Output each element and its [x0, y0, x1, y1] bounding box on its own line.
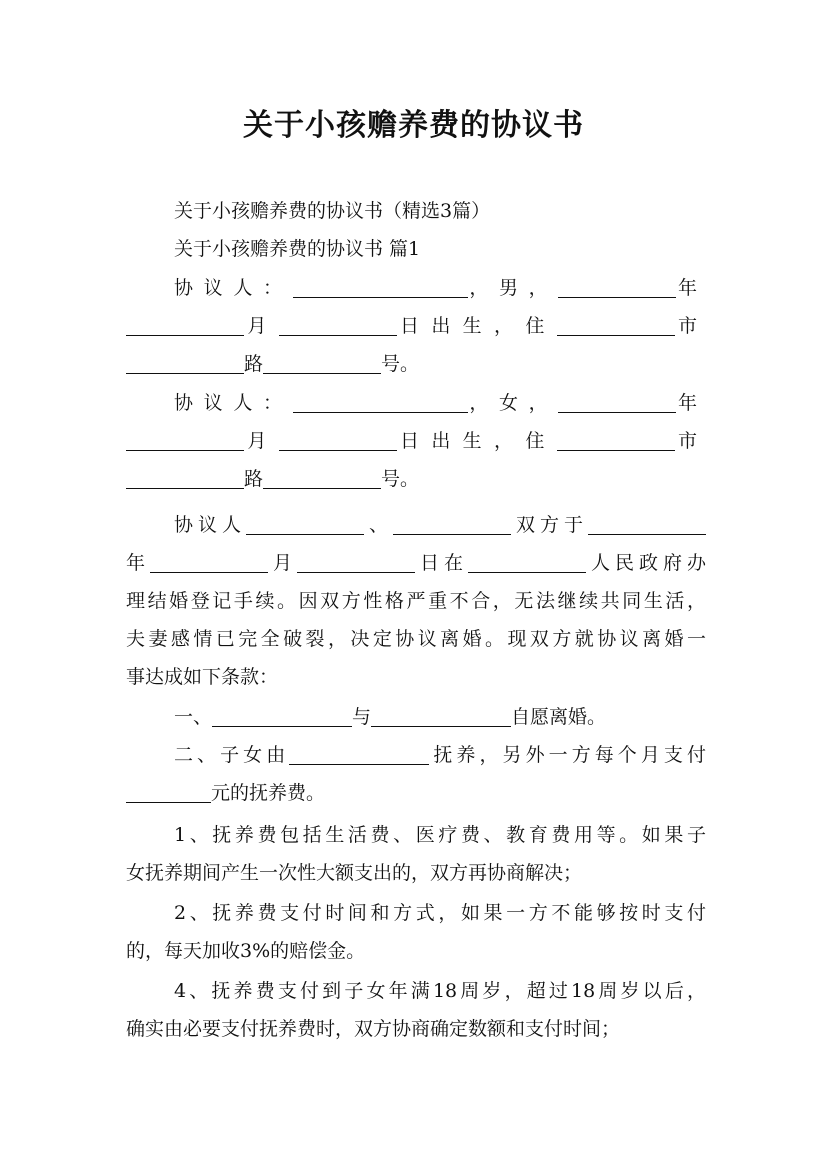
- marriage-day-blank: [297, 550, 415, 573]
- marriage-line4: 夫妻感情已完全破裂，决定协议离婚。现双方就协议离婚一: [126, 628, 706, 650]
- item1-line1: 1、抚养费包括生活费、医疗费、教育费用等。如果子: [174, 824, 706, 846]
- marriage-text: 日在: [415, 552, 468, 574]
- marriage-text: 协议人: [174, 514, 246, 536]
- party2-line1: [174, 384, 706, 422]
- party1-gender: ，男，: [467, 277, 559, 299]
- marriage-line2: [126, 544, 706, 582]
- marriage-text: 年: [126, 552, 150, 574]
- party1-road-blank: [126, 351, 244, 374]
- party1-city-label: 市: [674, 315, 706, 337]
- clause2-line2: [126, 774, 706, 812]
- party1-day-blank: [279, 313, 397, 336]
- party1-name-blank: [293, 275, 468, 298]
- item4-line1: 4、抚养费支付到子女年满18周岁，超过18周岁以后，: [174, 980, 706, 1002]
- party2-number-blank: [263, 466, 381, 489]
- clause1-party-a-blank: [212, 704, 352, 727]
- party2-road-label: 路: [244, 468, 264, 490]
- party2-line3: [126, 460, 706, 498]
- clause2-amount-blank: [126, 780, 211, 803]
- party2-line2: [126, 422, 706, 460]
- section-heading: 关于小孩赡养费的协议书 篇1: [174, 238, 421, 260]
- clause2-text: 抚养，另外一方每个月支付: [429, 744, 706, 766]
- party2-year2-blank: [126, 428, 244, 451]
- party1-road-label: 路: [244, 353, 264, 375]
- party1-line2: [126, 307, 706, 345]
- marriage-text: 、: [364, 514, 393, 536]
- party1-line3: [126, 345, 706, 383]
- marriage-place-blank: [468, 550, 586, 573]
- marriage-text: 双方于: [511, 514, 588, 536]
- party2-month-label: 月: [244, 430, 279, 452]
- party1-year-blank: [558, 275, 676, 298]
- party2-city-blank: [557, 428, 675, 451]
- party2-name-blank: [293, 390, 468, 413]
- intro-line: 关于小孩赡养费的协议书（精选3篇）: [174, 200, 491, 222]
- marriage-text: 人民政府办: [585, 552, 706, 574]
- party1-label: 协议人：: [174, 277, 293, 299]
- party1-number-blank: [263, 351, 381, 374]
- item4-line2: 确实由必要支付抚养费时，双方协商确定数额和支付时间；: [126, 1018, 621, 1040]
- marriage-line3: 理结婚登记手续。因双方性格严重不合，无法继续共同生活，: [126, 590, 706, 612]
- clause2-line1: [174, 736, 706, 774]
- clause2-text: 二、子女由: [174, 744, 290, 766]
- party2-road-blank: [126, 466, 244, 489]
- marriage-text: 月: [268, 552, 297, 574]
- clause1-number: 一、: [174, 706, 213, 728]
- marriage-party-a-blank: [246, 512, 364, 535]
- party2-year-blank: [558, 390, 676, 413]
- marriage-party-b-blank: [393, 512, 511, 535]
- marriage-month-blank: [150, 550, 268, 573]
- item2-line1: 2、抚养费支付时间和方式，如果一方不能够按时支付: [174, 902, 706, 924]
- marriage-year-blank: [588, 512, 706, 535]
- clause2-text: 元的抚养费。: [211, 782, 326, 804]
- party1-year2-blank: [126, 313, 244, 336]
- clause1-party-b-blank: [371, 704, 511, 727]
- party1-number-label: 号。: [381, 353, 420, 375]
- document-title: 关于小孩赡养费的协议书: [243, 108, 584, 143]
- party1-line1: [174, 269, 706, 307]
- party2-label: 协议人：: [174, 392, 293, 414]
- party2-year-label: 年: [676, 392, 706, 414]
- party1-month-label: 月: [244, 315, 279, 337]
- marriage-line1: [174, 506, 706, 544]
- item1-line2: 女抚养期间产生一次性大额支出的，双方再协商解决；: [126, 862, 583, 884]
- clause2-custodian-blank: [289, 742, 429, 765]
- party2-day-blank: [279, 428, 397, 451]
- item2-line2: 的，每天加收3%的赔偿金。: [126, 940, 366, 962]
- party1-city-blank: [557, 313, 675, 336]
- party2-city-label: 市: [674, 430, 706, 452]
- party1-birth-label: 日出生，住: [396, 315, 557, 337]
- party2-number-label: 号。: [381, 468, 420, 490]
- clause1-text: 与: [352, 706, 372, 728]
- party2-birth-label: 日出生，住: [396, 430, 557, 452]
- party2-gender: ，女，: [467, 392, 559, 414]
- clause1-line: [174, 698, 706, 736]
- clause1-text: 自愿离婚。: [511, 706, 607, 728]
- marriage-line5: 事达成如下条款：: [126, 666, 279, 688]
- party1-year-label: 年: [676, 277, 706, 299]
